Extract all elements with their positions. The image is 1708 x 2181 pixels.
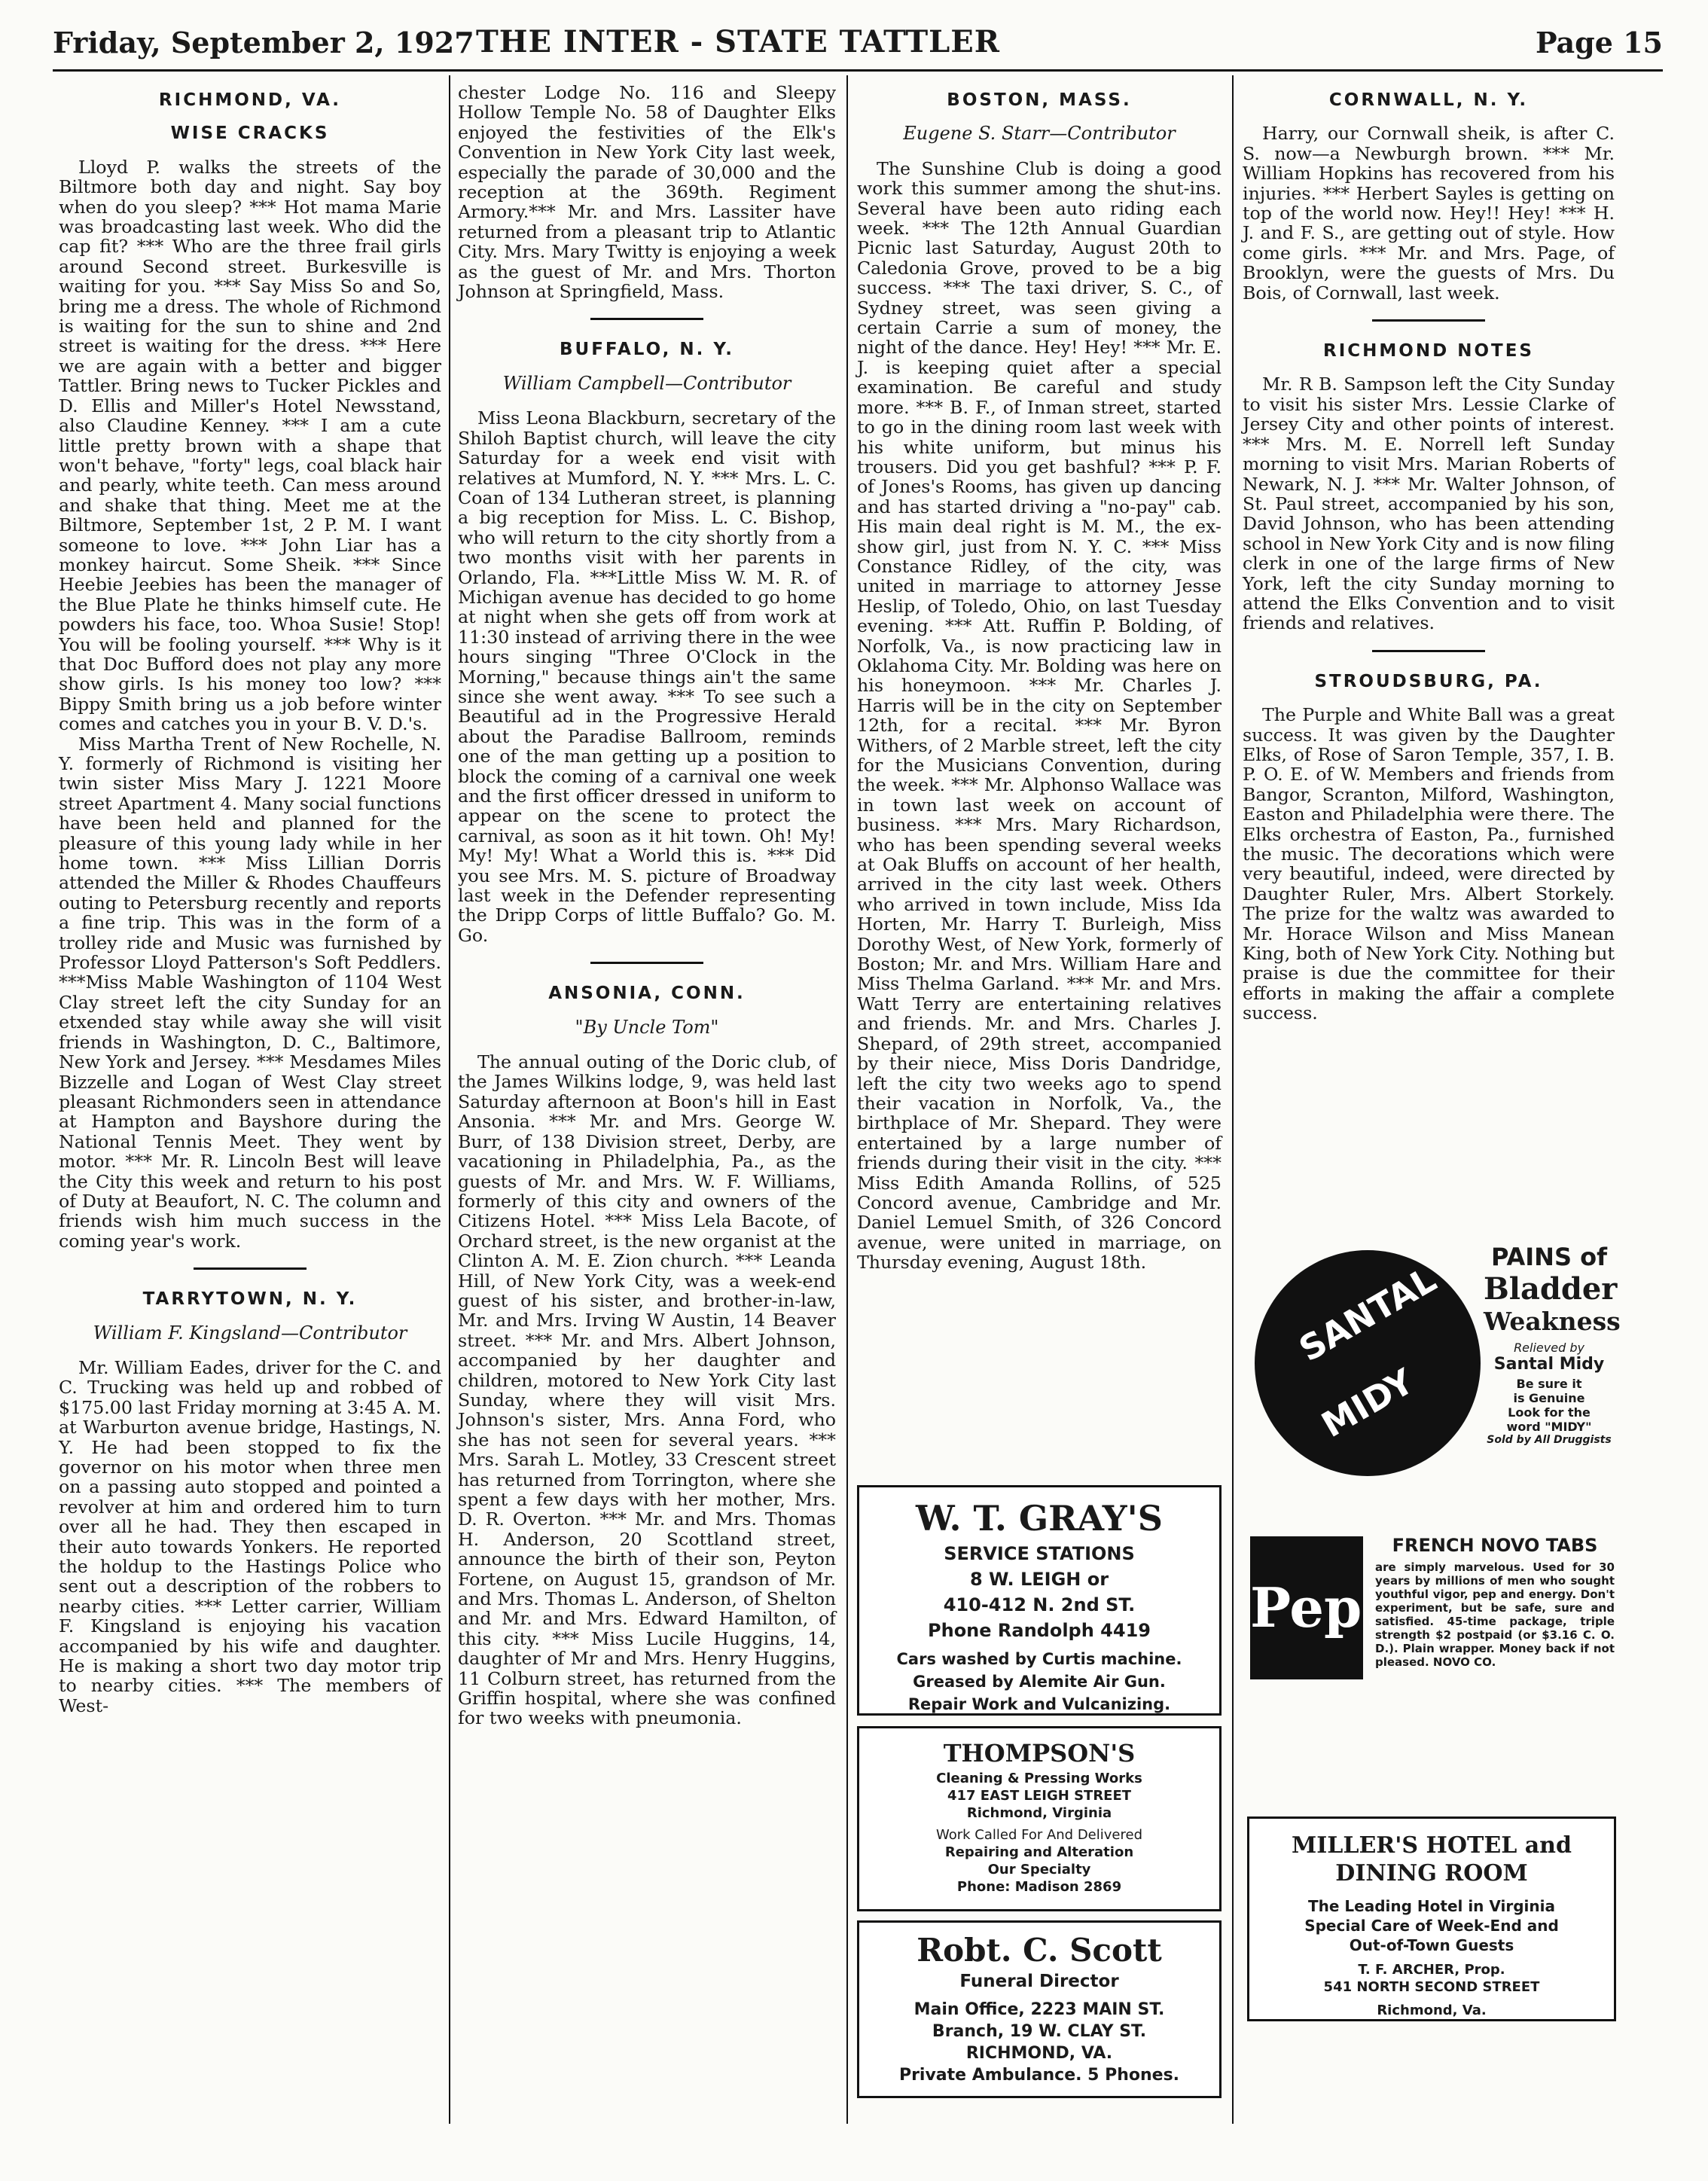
ad-line: Special Care of Week-End and	[1304, 1917, 1559, 1935]
ad-line: PAINS of	[1490, 1243, 1608, 1271]
tarrytown-byline: William F. Kingsland—Contributor	[93, 1322, 407, 1344]
ad-line: 417 EAST LEIGH STREET	[947, 1788, 1132, 1804]
pep-body: are simply marvelous. Used for 30 years by millions of men who sought youthful vigor, pep and energy. Don't experiment, but be safe, sure and satisfied. 45-time package, triple strength $2 postpaid (or $3.16 C. O. D.). Plain wrapper. Money back if not pleased. NOVO CO.	[1375, 1560, 1615, 1669]
newspaper-title: THE INTER - STATE TATTLER	[475, 24, 1001, 59]
wise-cracks-heading: WISE CRACKS	[170, 124, 330, 144]
tarrytown-continued-text: chester Lodge No. 116 and Sleepy Hollow Temple No. 58 of Daughter Elks enjoyed the festivities of the Elk's Convention in New York City last week, especially the parade of 30,000 and the reception at the 369th. Regiment Armory.*** Mr. and Mrs. Lassiter have returned from a pleasant trip to Atlantic City. Mrs. Mary Twitty is enjoying a week as the guest of Mr. and Mrs. Thorton Johnson at Springfield, Mass.	[458, 82, 836, 303]
ansonia-byline: "By Uncle Tom"	[575, 1016, 719, 1038]
ad-line: Be sure it	[1516, 1377, 1582, 1391]
separator	[1372, 319, 1485, 322]
millers-hotel-ad	[1247, 1816, 1616, 2021]
ad-line: Bladder	[1484, 1271, 1618, 1307]
buffalo-byline: William Campbell—Contributor	[502, 372, 791, 394]
ad-line: Greased by Alemite Air Gun.	[913, 1673, 1166, 1691]
column-3	[857, 83, 1222, 1273]
masthead	[53, 21, 1663, 66]
separator	[1372, 650, 1485, 652]
ad-line: Cars washed by Curtis machine.	[896, 1650, 1182, 1668]
ad-line: Relieved by	[1514, 1341, 1584, 1355]
ad-line: Richmond, Virginia	[966, 1805, 1112, 1821]
ansonia-text: The annual outing of the Doric club, of the James Wilkins lodge, 9, was held last Saturday afternoon at Boon's hill in East Ansonia. *** Mr. and Mrs. George W. Burr, of 138 Division street, Derby, are vacationing in Philadelphia, Pa., as the guests of Mr. and Mrs. W. F. Williams, formerly of this city and owners of the Citizens Hotel. *** Miss Lela Bacote, of Orchard street, is the new organist at the Clinton A. M. E. Zion church. *** Leanda Hill, of New York City, was a week-end guest of his sister, and brother-in-law, Mr. and Mrs. Irving W Austin, 14 Beaver street. *** Mr. and Mrs. Albert Johnson, accompanied by her daughter and children, motored to New York City last Sunday, where they will visit Mrs. Johnson's sister, Mrs. Anna Ford, who she has not seen for several years. *** Mrs. Sarah L. Motley, 33 Crescent street has returned from Torrington, where she spent a few days with her mother, Mrs. D. R. Overton. *** Mr. and Mrs. Thomas H. Anderson, 20 Scottland street, announce the birth of their son, Peyton Fortene, on August 15, grandson of Mr. and Mrs. Thomas L. Anderson, of Shelton and Mr. and Mrs. Edward Hamilton, of this city. *** Miss Lucile Huggins, 14, daughter of Mr and Mrs. Henry Huggins, 11 Colburn street, has returned from the Griffin hospital, where she was confined for two weeks with pneumonia.	[458, 1051, 836, 1729]
ad-line: Main Office, 2223 MAIN ST.	[913, 2000, 1165, 2019]
boston-heading: BOSTON, MASS.	[947, 90, 1132, 110]
ad-name: MILLER'S HOTEL and	[1292, 1832, 1572, 1859]
richmond-va-heading: RICHMOND, VA.	[158, 90, 342, 110]
ad-line: 8 W. LEIGH or	[969, 1569, 1109, 1590]
column-4	[1243, 83, 1615, 1023]
boston-byline: Eugene S. Starr—Contributor	[903, 123, 1176, 145]
issue-date: Friday, September 2, 1927	[53, 26, 474, 59]
cornwall-heading: CORNWALL, N. Y.	[1328, 90, 1529, 110]
column-rule-1	[449, 75, 450, 2124]
boston-text: The Sunshine Club is doing a good work this summer among the shut-ins. Several have been auto riding each week. *** The 12th Annual Guardian Picnic last Saturday, August 20th to Caledonia Grove, proved to be a big success. *** The taxi driver, S. C., of Sydney street, was seen giving a certain Carrie a sum of money, the night of the dance. Hey! Hey! *** Mr. E. J. is keeping quiet after a special examination. Be careful and study more. *** B. F., of Inman street, started to go in the dining room last week with his white uniform, but minus his trousers. Did you get bashful? *** P. F. of Jones's Rooms, has given up dancing and has started driving a "no-pay" cab. His main deal right is M. M., the ex-show girl, just from N. Y. C. *** Miss Constance Ridley, of the city, was united in marriage to attorney Jesse Heslip, of Toledo, Ohio, on last Tuesday evening. *** Att. Ruffin P. Bolding, of Norfolk, Va., is now practicing law in Oklahoma City. Mr. Bolding was here on his honeymoon. *** Mr. Charles J. Harris will be in the city on September 12th, for a recital. *** Mr. Byron Withers, of 2 Marble street, left the city for the Musicians Convention, during the week. *** Mr. Alphonso Wallace was in town last week on account of business. *** Mrs. Mary Richardson, who has been spending several weeks at Oak Bluffs on account of her health, arrived in the city last week. Others who arrived in town include, Miss Ida Horten, Mr. Harry T. Burleigh, Miss Dorothy West, of New York, formerly of Boston; Mr. and Mrs. William Hare and Miss Thelma Garland. *** Mr. and Mrs. Watt Terry are entertaining relatives and friends. Mr. and Mrs. Charles J. Shepard, of 29th street, accompanied by their niece, Miss Doris Dandridge, left the city two weeks ago to spend their vacation in Norfolk, Va., the birthplace of Mr. Shepard. They were entertained by a large number of friends during their visit in the city. *** Miss Edith Amanda Rollins, of 525 Concord avenue, Cambridge and Mr. Daniel Lemuel Smith, of 326 Concord avenue, were united in marriage, on Thursday evening, August 18th.	[857, 157, 1222, 1274]
separator	[194, 1267, 307, 1270]
ad-line: word "MIDY"	[1506, 1420, 1592, 1434]
ad-line: Cleaning & Pressing Works	[936, 1771, 1142, 1786]
seal-text-bottom: MIDY	[1314, 1360, 1421, 1446]
ad-line: Repair Work and Vulcanizing.	[907, 1695, 1171, 1713]
thompsons-ad	[857, 1726, 1222, 1911]
stroudsburg-heading: STROUDSBURG, PA.	[1314, 671, 1543, 691]
page-number: Page 15	[1535, 26, 1663, 59]
ad-line: Santal Midy	[1493, 1355, 1605, 1374]
ad-line: Look for the	[1508, 1405, 1591, 1420]
ad-line: 541 NORTH SECOND STREET	[1323, 1979, 1540, 1995]
ad-line: Work Called For And Delivered	[935, 1827, 1142, 1843]
santal-midy-seal	[1255, 1250, 1481, 1476]
pep-title: FRENCH NOVO TABS	[1392, 1535, 1598, 1556]
separator	[590, 318, 703, 320]
ansonia-heading: ANSONIA, CONN.	[548, 984, 746, 1004]
pep-logo: Pep!	[1250, 1536, 1363, 1679]
ad-name: THOMPSON'S	[943, 1739, 1136, 1768]
buffalo-heading: BUFFALO, N. Y.	[560, 340, 734, 360]
santal-midy-ad	[1243, 1235, 1621, 1506]
tarrytown-text: Mr. William Eades, driver for the C. and C. Trucking was held up and robbed of $175.00 last Friday morning at 3:45 A. M. at Warburton avenue bridge, Hastings, N. Y. He had been stopped to fix the governor on his motor when three men on a passing auto stopped and pointed a revolver at him and ordered him to turn over all he had. They then escaped in their auto towards Yonkers. He reported the holdup to the Hastings Police who sent out a description of the robbers to nearby cities. *** Letter carrier, William F. Kingsland is enjoying his vacation accompanied by his wife and daughter. He is making a short two day motor trip to nearby cities. *** The members of West-	[59, 1356, 441, 1716]
stroudsburg-text: The Purple and White Ball was a great success. It was given by the Daughter Elks, of Rose of Saron Temple, 357, I. B. P. O. E. of W. Members and friends from Bangor, Scranton, Milford, Washington, Easton and Philadelphia were there. The Elks orchestra of Easton, Pa., furnished the music. The decorations which were very beautiful, indeed, were directed by Daughter Ruler, Mrs. Albert Storkely. The prize for the waltz was awarded to Mr. Horace Wilson and Miss Manean King, both of New York City. Nothing but praise is due the committee for their efforts in making the affair a complete success.	[1243, 704, 1615, 1024]
column-rule-3	[1232, 75, 1234, 2124]
ad-line: Phone: Madison 2869	[956, 1879, 1122, 1895]
french-novo-tabs-ad	[1243, 1529, 1615, 1687]
column-1	[59, 83, 441, 1716]
ad-line: Branch, 19 W. CLAY ST.	[932, 2022, 1147, 2041]
ad-line: 410-412 N. 2nd ST.	[943, 1594, 1136, 1615]
tarrytown-heading: TARRYTOWN, N. Y.	[142, 1289, 358, 1310]
ad-line: T. F. ARCHER, Prop.	[1358, 1962, 1505, 1978]
ad-name: Robt. C. Scott	[917, 1932, 1162, 1969]
ad-name: W. T. GRAY'S	[916, 1498, 1163, 1539]
gray-service-stations-ad	[857, 1485, 1222, 1716]
masthead-rule	[53, 69, 1663, 72]
ad-line: Funeral Director	[959, 1972, 1119, 1991]
ad-line: SERVICE STATIONS	[944, 1543, 1135, 1564]
richmond-notes-text: Mr. R B. Sampson left the City Sunday to visit his sister Mrs. Lessie Clarke of Jersey City and other points of interest. *** Mrs. M. E. Norrell left Sunday morning to visit Mrs. Marian Roberts of Newark, N. J. *** Mr. Walter Johnson, of St. Paul street, accompanied by his son, David Johnson, who has been attending school in New York City and is now filing clerk in one of the large firms of New York, left the city Sunday morning to attend the Elks Convention and to visit friends and relatives.	[1243, 374, 1615, 634]
ad-line: Out-of-Town Guests	[1349, 1936, 1514, 1954]
separator	[590, 962, 703, 964]
ad-name-line-2: DINING ROOM	[1335, 1860, 1528, 1887]
seal-text-top: SANTAL	[1292, 1258, 1444, 1370]
ad-line: Our Specialty	[987, 1862, 1091, 1877]
richmond-social-text: Miss Martha Trent of New Rochelle, N. Y. formerly of Richmond is visiting her twin sister Miss Mary J. 1221 Moore street Apartment 4. Many social functions have been held and planned for the pleasure of this young lady while in her home town. *** Miss Lillian Dorris attended the Miller & Rhodes Chauffeurs outing to Petersburg recently and reports a fine trip. This was in the form of a trolley ride and Music was furnished by Professor Lloyd Patterson's Soft Peddlers. ***Miss Mable Washington of 1104 West Clay street left the city Sunday for an etxended stay while away she will visit friends in Washington, D. C., Baltimore, New York and Jersey. *** Mesdames Miles Bizzelle and Logan of West Clay street pleasant Richmonders seen in attendance at Hampton and Bayshore during the National Tennis Meet. They went by motor. *** Mr. R. Lincoln Best will leave the City this week and return to his post of Duty at Beaufort, N. C. The column and friends wish him much success in the coming year's work.	[59, 733, 441, 1252]
cornwall-text: Harry, our Cornwall sheik, is after C. S. now—a Newburgh brown. *** Mr. William Hopkins has recovered from his injuries. *** Herbert Sayles is getting on top of the world now. Hey!! Hey! *** H. J. and F. S., are getting out of style. How come girls. *** Mr. and Mrs. Page, of Brooklyn, were the guests of Mrs. Du Bois, of Cornwall, last week.	[1243, 123, 1615, 304]
ad-line: Sold by All Druggists	[1487, 1434, 1612, 1446]
ad-line: RICHMOND, VA.	[965, 2044, 1113, 2063]
ad-line: Weakness	[1484, 1307, 1621, 1336]
ad-line: Richmond, Va.	[1377, 2003, 1487, 2018]
richmond-notes-heading: RICHMOND NOTES	[1323, 341, 1534, 361]
scott-funeral-ad	[857, 1920, 1222, 2098]
buffalo-text: Miss Leona Blackburn, secretary of the Shiloh Baptist church, will leave the city Saturday for a week end visit with relatives at Mumford, N. Y. *** Mrs. L. C. Coan of 134 Lutheran street, is planning a big reception for Miss. L. C. Bishop, who will return to the city shortly from a two months visit with her parents in Orlando, Fla. ***Little Miss W. M. R. of Michigan avenue has decided to go home at night when she gets off from work at 11:30 instead of arriving there in the wee hours singing "Three O'Clock in the Morning," because things ain't the same since she went away. *** To see such a Beautiful ad in the Progressive Herald about the Paradise Ballroom, reminds one of the man getting up a position to block the coming of a carnival one week and the first officer dressed in uniform to appear on the scene to protect the carnival, as soon as it hit town. Oh! My! My! My! What a World this is. *** Did you see Mrs. M. S. picture of Broadway last week in the Defender representing the Dripp Corps of little Buffalo? Go. M. Go.	[458, 407, 836, 946]
ad-line: Repairing and Alteration	[944, 1844, 1134, 1860]
ad-line: is Genuine	[1513, 1391, 1585, 1405]
wise-cracks-text: Lloyd P. walks the streets of the Biltmore both day and night. Say boy when do you sleep? *** Hot mama Marie was broadcasting last week. Who did the cap fit? *** Who are the three frail girls around Second street. Burkesville is waiting for you. *** Say Miss So and So, bring me a dress. The whole of Richmond is waiting for the sun to shine and 2nd street is waiting for the dress. *** Here we are again with a better and bigger Tattler. Bring news to Tucker Pickles and D. Ellis and Miller's Hotel Newsstand, also Claudine Kenney. *** I am a cute little pretty brown with a shape that won't behave, "forty" legs, coal black hair and pearly, white teeth. Can mess around and shake that thing. Meet me at the Biltmore, September 1st, 2 P. M. I want someone to love. *** John Liar has a monkey haircut. Some Sheik. *** Since Heebie Jeebies has been the manager of the Blue Plate he thinks himself cute. He powders his face, too. Whoa Susie! Stop! You will be fooling yourself. *** Why is it that Doc Bufford does not play any more show girls. Is his money too low? *** Bippy Smith bring us a job before winter comes and catches you in your B. V. D.'s.	[59, 156, 441, 735]
column-2	[458, 83, 836, 1728]
santal-copy	[1484, 1243, 1621, 1446]
column-rule-2	[846, 75, 848, 2124]
ad-line: The Leading Hotel in Virginia	[1308, 1897, 1555, 1915]
ad-line: Phone Randolph 4419	[928, 1620, 1151, 1641]
ad-line: Private Ambulance. 5 Phones.	[898, 2066, 1180, 2085]
